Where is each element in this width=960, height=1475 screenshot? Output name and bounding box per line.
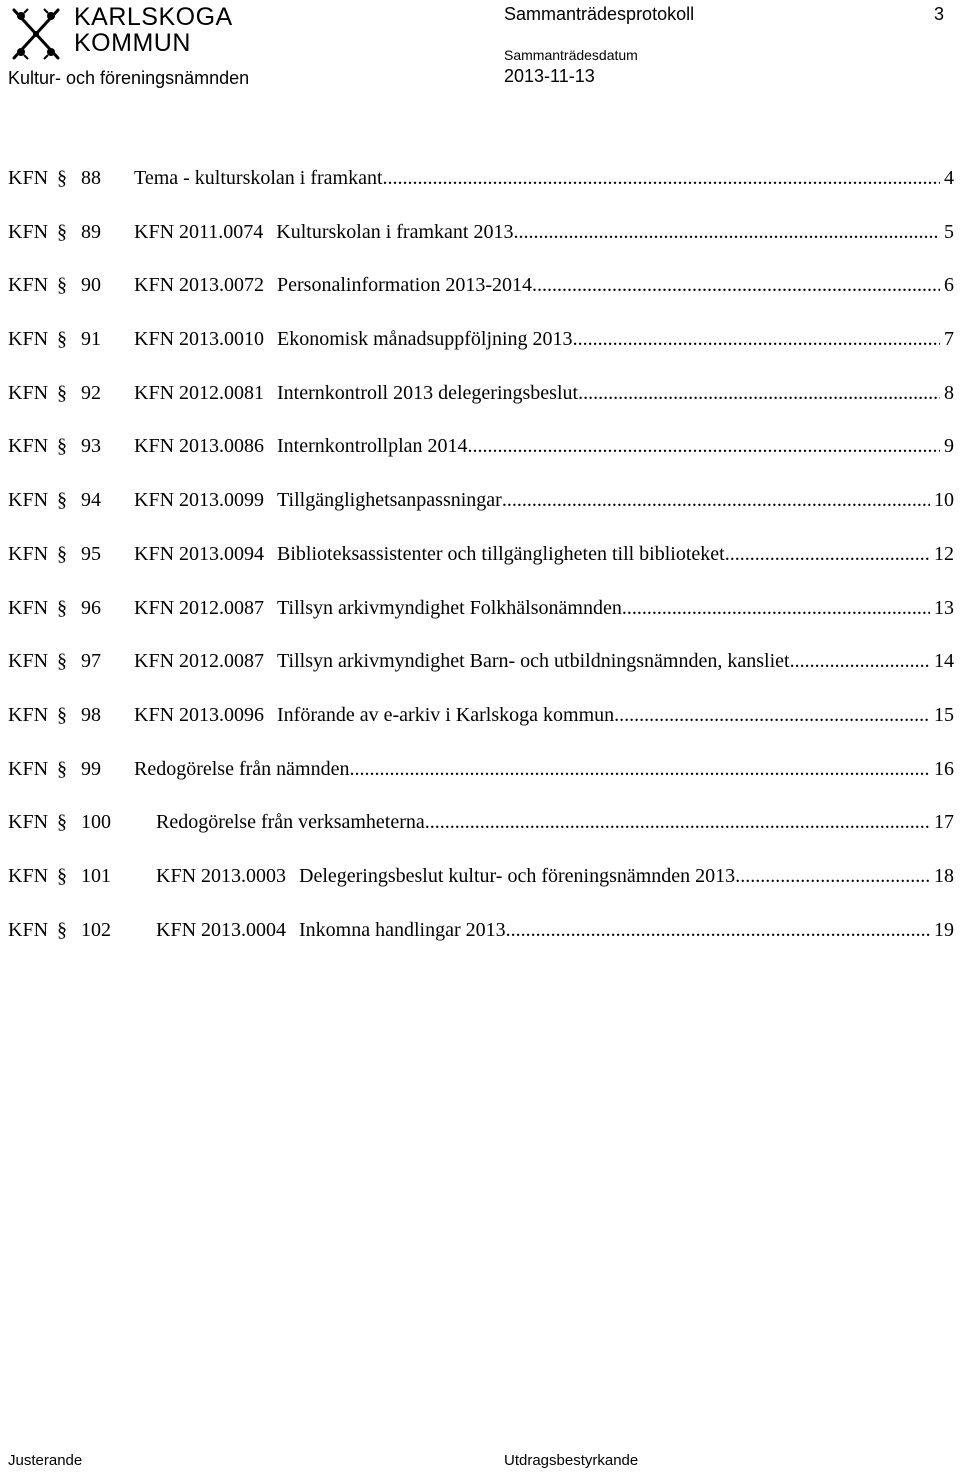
toc-entry[interactable] bbox=[0, 536, 960, 590]
toc-prefix: KFN bbox=[8, 918, 49, 941]
toc-number: 100 bbox=[81, 811, 111, 834]
toc-page: 15 bbox=[934, 703, 954, 726]
page-number: 3 bbox=[934, 4, 945, 24]
toc-prefix: KFN bbox=[8, 542, 49, 565]
toc-entry[interactable] bbox=[0, 804, 960, 858]
toc-title: Inkomna handlingar 2013 bbox=[299, 918, 506, 941]
toc-prefix: KFN bbox=[8, 489, 49, 512]
toc-prefix: KFN bbox=[8, 757, 49, 780]
toc-case-ref: KFN 2013.0072 bbox=[134, 274, 265, 297]
toc-page: 4 bbox=[944, 167, 954, 189]
committee-name: Kultur- och föreningsnämnden bbox=[8, 68, 250, 88]
logo-line-2: KOMMUN bbox=[74, 29, 191, 57]
toc-title-line bbox=[134, 751, 954, 788]
toc-entry[interactable] bbox=[0, 428, 960, 482]
toc-entry[interactable] bbox=[0, 160, 960, 214]
toc-title-line bbox=[134, 160, 954, 197]
toc-leader-dots bbox=[573, 321, 940, 358]
toc-number: 88 bbox=[81, 167, 101, 189]
toc-case-ref: KFN 2012.0081 bbox=[134, 381, 265, 404]
toc-entry[interactable] bbox=[0, 375, 960, 429]
paragraph-sign: § bbox=[57, 596, 67, 619]
toc-leader-dots bbox=[349, 751, 930, 788]
toc-entry[interactable] bbox=[0, 482, 960, 536]
toc-number: 89 bbox=[81, 220, 101, 243]
toc-title: Ekonomisk månadsuppföljning 2013 bbox=[277, 328, 573, 351]
toc-prefix: KFN bbox=[8, 596, 49, 619]
toc-leader-dots bbox=[513, 214, 940, 251]
toc-title-line bbox=[134, 536, 954, 573]
document-type: Sammanträdesprotokoll bbox=[504, 4, 695, 24]
toc-entry[interactable] bbox=[0, 858, 960, 912]
toc-number: 95 bbox=[81, 542, 101, 565]
toc-prefix: KFN bbox=[8, 864, 49, 887]
toc-number: 101 bbox=[81, 864, 111, 887]
toc-number: 93 bbox=[81, 435, 101, 458]
toc-case-ref: KFN 2011.0074 bbox=[134, 220, 264, 243]
toc-leader-dots bbox=[383, 160, 940, 197]
paragraph-sign: § bbox=[57, 864, 67, 887]
toc-number: 97 bbox=[81, 650, 101, 673]
toc-prefix: KFN bbox=[8, 220, 49, 243]
toc-entry[interactable] bbox=[0, 643, 960, 697]
paragraph-sign: § bbox=[57, 811, 67, 834]
toc-entry[interactable] bbox=[0, 267, 960, 321]
toc-page: 16 bbox=[934, 757, 954, 780]
toc-leader-dots bbox=[468, 428, 940, 465]
toc-case-ref: KFN 2013.0099 bbox=[134, 489, 265, 512]
toc-page: 10 bbox=[934, 489, 954, 512]
paragraph-sign: § bbox=[57, 703, 67, 726]
footer-adjuster-label: Justerande bbox=[8, 1452, 83, 1469]
toc-page: 14 bbox=[934, 650, 954, 673]
paragraph-sign: § bbox=[57, 167, 67, 189]
toc-leader-dots bbox=[790, 643, 930, 680]
toc-prefix: KFN bbox=[8, 274, 49, 297]
toc-title: Personalinformation 2013-2014 bbox=[277, 274, 532, 297]
toc-entry[interactable] bbox=[0, 697, 960, 751]
toc-number: 102 bbox=[81, 918, 111, 941]
toc-title-line bbox=[134, 697, 954, 734]
paragraph-sign: § bbox=[57, 328, 67, 351]
toc-page: 13 bbox=[934, 596, 954, 619]
paragraph-sign: § bbox=[57, 435, 67, 458]
toc-title-line bbox=[134, 482, 954, 519]
toc-number: 90 bbox=[81, 274, 101, 297]
toc-leader-dots bbox=[622, 590, 930, 627]
toc-case-ref: KFN 2013.0004 bbox=[156, 918, 287, 941]
meeting-date-label: Sammanträdesdatum bbox=[504, 47, 638, 63]
toc-prefix: KFN bbox=[8, 435, 49, 458]
toc-case-ref: KFN 2013.0003 bbox=[156, 864, 287, 887]
toc-number: 96 bbox=[81, 596, 101, 619]
toc-entry[interactable] bbox=[0, 321, 960, 375]
paragraph-sign: § bbox=[57, 757, 67, 780]
table-of-contents bbox=[0, 160, 960, 965]
toc-prefix: KFN bbox=[8, 167, 49, 189]
toc-entry[interactable] bbox=[0, 214, 960, 268]
toc-number: 94 bbox=[81, 489, 101, 512]
toc-case-ref: KFN 2013.0094 bbox=[134, 542, 265, 565]
toc-title: Tema - kulturskolan i framkant bbox=[134, 167, 383, 189]
toc-page: 17 bbox=[934, 811, 954, 834]
toc-number: 98 bbox=[81, 703, 101, 726]
toc-case-ref: KFN 2013.0086 bbox=[134, 435, 265, 458]
toc-number: 92 bbox=[81, 381, 101, 404]
paragraph-sign: § bbox=[57, 918, 67, 941]
paragraph-sign: § bbox=[57, 274, 67, 297]
footer-certifier-label: Utdragsbestyrkande bbox=[504, 1452, 639, 1469]
toc-case-ref: KFN 2013.0096 bbox=[134, 703, 265, 726]
toc-leader-dots bbox=[614, 697, 930, 734]
toc-leader-dots bbox=[425, 804, 930, 841]
toc-number: 91 bbox=[81, 328, 101, 351]
toc-title-line bbox=[134, 643, 954, 680]
toc-case-ref: KFN 2012.0087 bbox=[134, 596, 265, 619]
logo-line-1: KARLSKOGA bbox=[74, 3, 233, 31]
toc-title: Tillgänglighetsanpassningar bbox=[277, 489, 502, 512]
toc-title: Införande av e-arkiv i Karlskoga kommun bbox=[277, 703, 615, 726]
toc-title: Internkontroll 2013 delegeringsbeslut bbox=[277, 381, 579, 404]
toc-title: Delegeringsbeslut kultur- och föreningsnämnden 2013 bbox=[299, 864, 736, 887]
toc-page: 6 bbox=[944, 274, 954, 297]
toc-page: 9 bbox=[944, 435, 954, 458]
toc-title-line bbox=[134, 375, 954, 412]
toc-title-line bbox=[134, 321, 954, 358]
toc-page: 5 bbox=[944, 220, 954, 243]
paragraph-sign: § bbox=[57, 542, 67, 565]
toc-title-line bbox=[156, 912, 954, 949]
toc-page: 8 bbox=[944, 381, 954, 404]
toc-title-line bbox=[156, 858, 954, 895]
toc-case-ref: KFN 2013.0010 bbox=[134, 328, 265, 351]
municipality-logo-icon bbox=[8, 4, 64, 64]
toc-title: Redogörelse från verksamheterna bbox=[156, 811, 425, 834]
toc-entry[interactable] bbox=[0, 912, 960, 966]
toc-prefix: KFN bbox=[8, 328, 49, 351]
toc-page: 7 bbox=[944, 328, 954, 351]
toc-title: Internkontrollplan 2014 bbox=[277, 435, 468, 458]
toc-title-line bbox=[134, 267, 954, 304]
toc-leader-dots bbox=[532, 267, 940, 304]
toc-title: Tillsyn arkivmyndighet Barn- och utbildningsnämnden, kansliet bbox=[277, 650, 790, 673]
toc-leader-dots bbox=[502, 482, 930, 519]
toc-title: Redogörelse från nämnden bbox=[134, 757, 350, 780]
toc-leader-dots bbox=[735, 858, 930, 895]
toc-title-line bbox=[134, 214, 954, 251]
toc-leader-dots bbox=[578, 375, 940, 412]
toc-entry[interactable] bbox=[0, 590, 960, 644]
toc-case-ref: KFN 2012.0087 bbox=[134, 650, 265, 673]
paragraph-sign: § bbox=[57, 220, 67, 243]
toc-page: 19 bbox=[934, 918, 954, 941]
municipality-name bbox=[74, 4, 233, 56]
toc-page: 12 bbox=[934, 542, 954, 565]
toc-title: Kulturskolan i framkant 2013 bbox=[276, 220, 514, 243]
toc-prefix: KFN bbox=[8, 811, 49, 834]
toc-number: 99 bbox=[81, 757, 101, 780]
toc-title-line bbox=[156, 804, 954, 841]
toc-page: 18 bbox=[934, 864, 954, 887]
toc-title: Tillsyn arkivmyndighet Folkhälsonämnden bbox=[277, 596, 622, 619]
paragraph-sign: § bbox=[57, 381, 67, 404]
toc-prefix: KFN bbox=[8, 703, 49, 726]
toc-entry[interactable] bbox=[0, 751, 960, 805]
toc-title: Biblioteksassistenter och tillgängligheten till biblioteket bbox=[277, 542, 725, 565]
toc-title-line bbox=[134, 428, 954, 465]
paragraph-sign: § bbox=[57, 489, 67, 512]
toc-prefix: KFN bbox=[8, 650, 49, 673]
meeting-date: 2013-11-13 bbox=[504, 66, 595, 86]
toc-leader-dots bbox=[506, 912, 930, 949]
toc-leader-dots bbox=[725, 536, 930, 573]
toc-title-line bbox=[134, 590, 954, 627]
toc-prefix: KFN bbox=[8, 381, 49, 404]
paragraph-sign: § bbox=[57, 650, 67, 673]
